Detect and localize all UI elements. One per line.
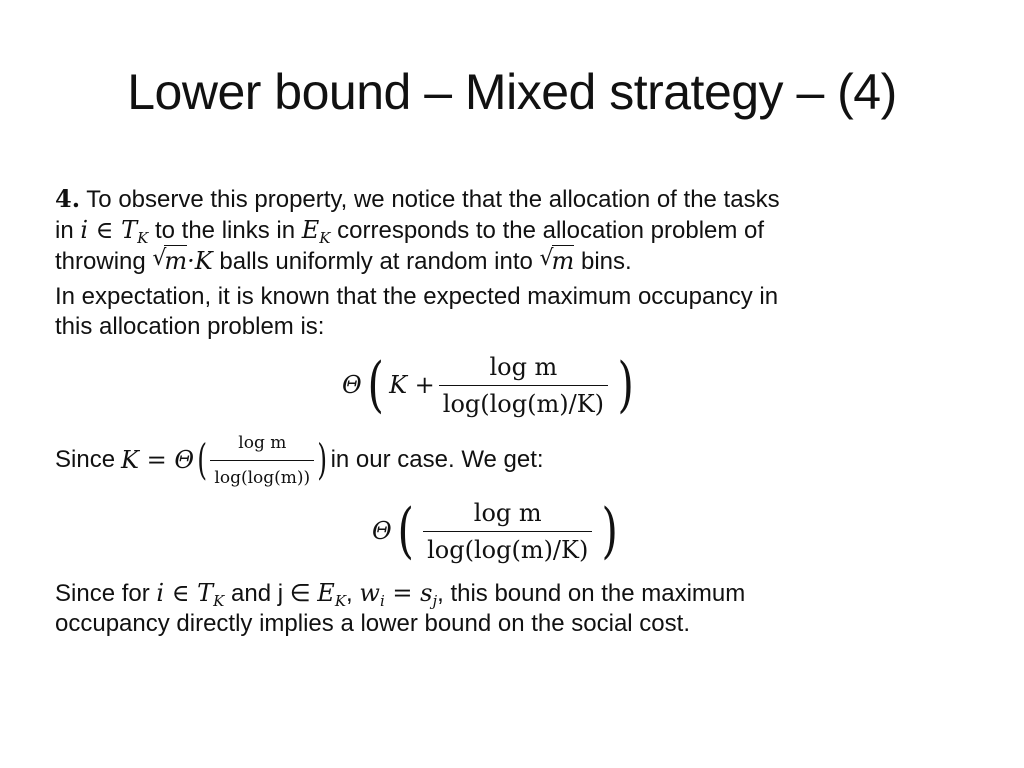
line: [55, 578, 955, 609]
item-number: 4.: [55, 184, 81, 213]
paragraph-property: [55, 184, 955, 277]
line: this allocation problem is:: [55, 313, 325, 340]
math-in: ∈: [164, 579, 198, 607]
paragraph-conclusion: [55, 578, 955, 639]
math-T: T: [197, 579, 214, 607]
line: In expectation, it is known that the expected maximum occupancy in: [55, 283, 779, 310]
math-sub-j: j: [432, 592, 438, 610]
text: throwing: [55, 248, 153, 275]
equation-2: [372, 490, 624, 572]
math-i: i: [156, 579, 165, 607]
math-equals: =: [384, 579, 421, 607]
math-sub-K: K: [319, 229, 331, 247]
math-sub-K: K: [137, 229, 149, 247]
line: [55, 215, 955, 246]
math-k-plus: K +: [389, 371, 435, 399]
right-paren: ): [601, 496, 619, 566]
text: in our case. We get:: [330, 446, 544, 473]
left-paren: (: [367, 350, 384, 420]
numerator: log m: [238, 432, 287, 453]
math-theta: Θ: [372, 517, 392, 545]
math-theta: Θ: [342, 371, 362, 399]
line: occupancy directly implies a lower bound on the social cost.: [55, 610, 690, 637]
math-sub-K: K: [213, 592, 225, 610]
math-m: m: [164, 247, 188, 275]
math-in: ∈: [88, 216, 122, 244]
math-T: T: [121, 216, 138, 244]
denominator: log(log(m)/K): [439, 385, 608, 418]
right-paren: ): [617, 350, 634, 420]
inline-fraction: [210, 428, 314, 493]
right-paren: ): [317, 435, 328, 484]
text: in: [55, 217, 81, 244]
text: and j ∈: [224, 580, 318, 607]
sqrt-m: [152, 246, 187, 277]
math-E: E: [317, 579, 335, 607]
text: Since for: [55, 580, 157, 607]
text: to the links in: [148, 217, 302, 244]
math-E: E: [301, 216, 320, 244]
radical-sign: √: [152, 246, 167, 271]
text: ,: [346, 580, 360, 607]
denominator: log(log(m)/K): [423, 531, 592, 564]
math-k-theta: K = Θ: [121, 446, 195, 474]
math-m: m: [551, 247, 575, 275]
radical-sign: √: [539, 246, 554, 271]
text: Since: [55, 446, 116, 473]
denominator: log(log(m)): [210, 460, 314, 493]
equation-1: [342, 344, 639, 426]
math-sub-K: K: [334, 592, 347, 610]
left-paren: (: [397, 496, 414, 566]
text: balls uniformly at random into: [212, 248, 540, 275]
numerator: log m: [473, 498, 542, 527]
math-sub-i: i: [379, 592, 385, 610]
paragraph-expectation: [55, 282, 955, 342]
math-dot-K: ·K: [187, 247, 213, 275]
math-s: s: [420, 579, 433, 607]
text: corresponds to the allocation problem of: [330, 217, 765, 244]
paragraph-since-k: [55, 430, 955, 490]
fraction: [423, 499, 592, 564]
text: , this bound on the maximum: [437, 580, 746, 607]
numerator: log m: [489, 352, 558, 381]
math-i: i: [80, 216, 89, 244]
line: [55, 246, 955, 277]
sqrt-m: [540, 246, 575, 277]
text: To observe this property, we notice that the allocation of the tasks: [80, 186, 780, 213]
fraction: [439, 353, 608, 418]
text: bins.: [574, 248, 632, 275]
slide-title: Lower bound – Mixed strategy – (4): [127, 64, 897, 120]
line: [55, 184, 955, 215]
left-paren: (: [197, 435, 208, 484]
math-w: w: [359, 579, 380, 607]
